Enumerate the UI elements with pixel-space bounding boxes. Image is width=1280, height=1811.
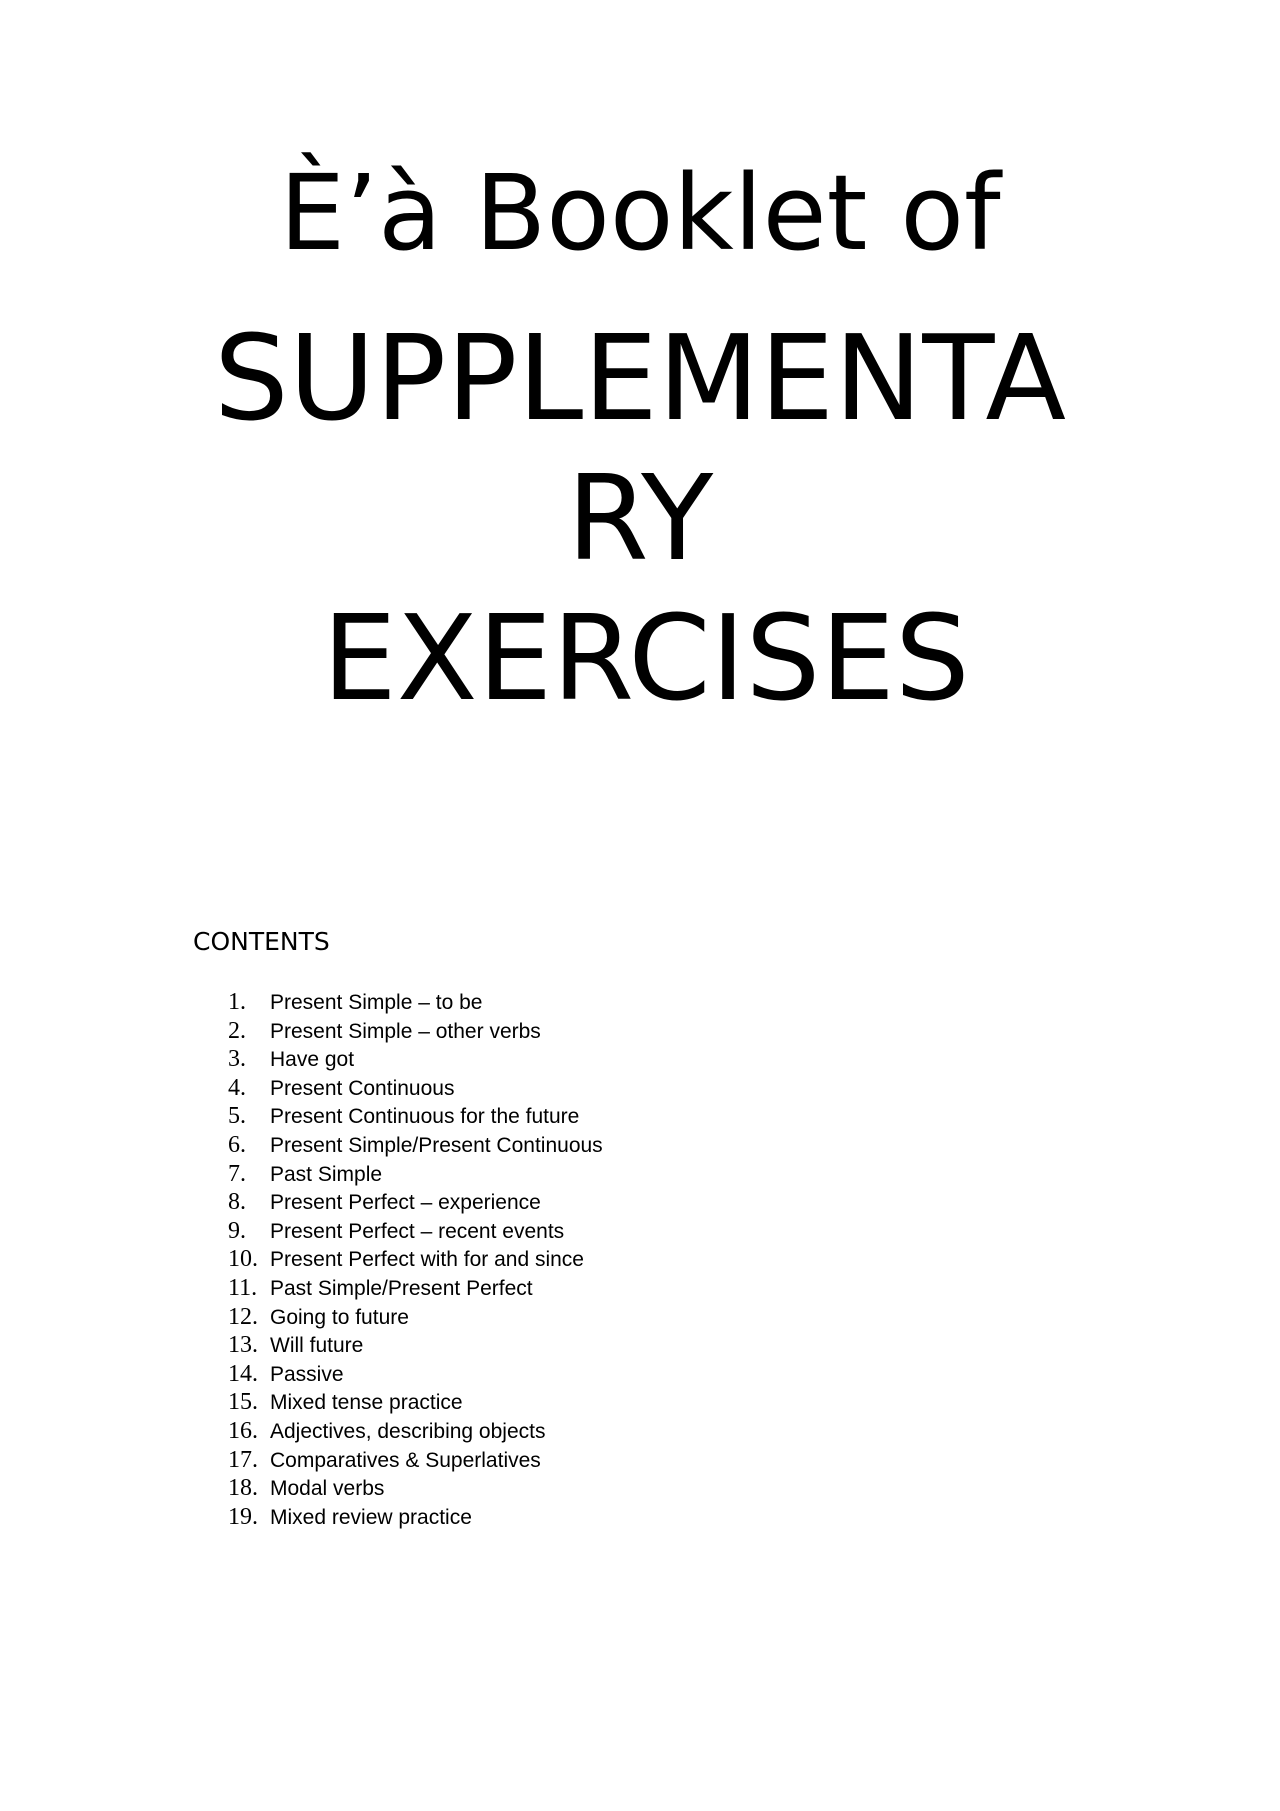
toc-item-label: Present Simple/Present Continuous [270, 1133, 603, 1157]
toc-item-label: Comparatives & Superlatives [270, 1448, 541, 1472]
toc-item-number: 10. [228, 1246, 258, 1273]
toc-item [228, 1360, 603, 1389]
toc-item [228, 1074, 603, 1103]
toc-item [228, 1217, 603, 1246]
toc-item [228, 1045, 603, 1074]
toc-item-label: Past Simple [270, 1162, 383, 1186]
toc-item [228, 1417, 603, 1446]
toc-item-number: 2. [228, 1017, 246, 1044]
toc-item [228, 1160, 603, 1189]
toc-item-label: Past Simple/Present Perfect [270, 1276, 533, 1300]
toc-item-label: Adjectives, describing objects [270, 1419, 546, 1443]
toc-item [228, 988, 603, 1017]
toc-item [228, 1131, 603, 1160]
toc-item-label: Present Continuous [270, 1076, 455, 1100]
toc-item [228, 1474, 603, 1503]
toc-item [228, 1017, 603, 1046]
toc-item-number: 9. [228, 1217, 246, 1244]
toc-item-number: 15. [228, 1389, 258, 1416]
toc-item-number: 13. [228, 1332, 258, 1359]
toc-item-label: Have got [270, 1048, 355, 1072]
toc-item-number: 4. [228, 1074, 246, 1101]
toc-item-label: Present Perfect – recent events [270, 1219, 565, 1243]
toc-item-label: Present Perfect – experience [270, 1191, 541, 1215]
main-title-line: RY [566, 449, 714, 587]
toc-item-label: Present Simple – other verbs [270, 1019, 541, 1043]
toc-item [228, 1446, 603, 1475]
main-title-line: EXERCISES [322, 589, 970, 727]
main-title [200, 308, 1080, 728]
toc-item-number: 12. [228, 1303, 258, 1330]
title-intro: Èʼà Booklet of [279, 152, 1001, 274]
toc-item [228, 1303, 603, 1332]
toc-item [228, 1503, 603, 1532]
toc-item-number: 8. [228, 1189, 246, 1216]
toc-item-number: 3. [228, 1046, 246, 1073]
toc-item [228, 1102, 603, 1131]
toc-item [228, 1274, 603, 1303]
toc-item-number: 6. [228, 1131, 246, 1158]
toc-item-label: Present Simple – to be [270, 991, 483, 1014]
toc-item-number: 14. [228, 1360, 258, 1387]
toc-item-number: 19. [228, 1503, 258, 1530]
toc-item-label: Modal verbs [270, 1477, 385, 1501]
toc-item-label: Present Perfect with for and since [270, 1248, 584, 1272]
toc-item [228, 1388, 603, 1417]
toc-item-label: Mixed tense practice [270, 1391, 463, 1415]
toc-item-label: Going to future [270, 1305, 409, 1329]
table-of-contents [228, 988, 603, 1531]
toc-item-label: Mixed review practice [270, 1505, 472, 1529]
toc-item-number: 18. [228, 1475, 258, 1502]
toc-item-number: 11. [228, 1274, 258, 1301]
toc-item-label: Passive [270, 1362, 344, 1386]
contents-heading: CONTENTS [193, 927, 330, 956]
main-title-line: SUPPLEMENTA [213, 309, 1067, 447]
toc-item [228, 1188, 603, 1217]
toc-item-number: 7. [228, 1160, 246, 1187]
toc-item-number: 16. [228, 1417, 258, 1444]
toc-item-number: 5. [228, 1103, 246, 1130]
toc-item [228, 1331, 603, 1360]
toc-item [228, 1245, 603, 1274]
toc-item-number: 1. [228, 989, 246, 1015]
toc-item-label: Present Continuous for the future [270, 1105, 580, 1129]
toc-item-number: 17. [228, 1446, 258, 1473]
toc-item-label: Will future [270, 1334, 364, 1358]
